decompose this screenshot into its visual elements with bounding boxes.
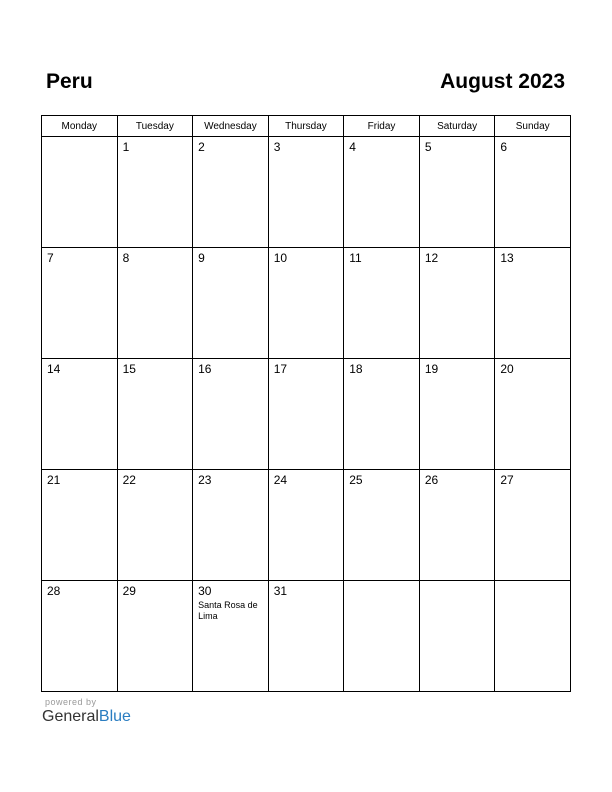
generalblue-logo[interactable] xyxy=(42,708,131,726)
day-cell xyxy=(117,137,193,248)
day-number: 4 xyxy=(349,140,356,154)
country-title: Peru xyxy=(46,70,93,93)
day-cell xyxy=(268,470,344,581)
day-number: 7 xyxy=(47,251,54,265)
day-number: 15 xyxy=(122,362,136,376)
weekday-friday: Friday xyxy=(344,116,420,137)
day-cell xyxy=(42,137,118,248)
week-row xyxy=(42,248,571,359)
day-cell xyxy=(193,137,269,248)
day-number: 11 xyxy=(349,251,362,265)
day-cell xyxy=(344,248,420,359)
logo-text-blue: Blue xyxy=(98,708,131,725)
day-cell xyxy=(495,248,571,359)
day-number: 2 xyxy=(198,140,205,154)
weekday-monday: Monday xyxy=(42,116,118,137)
day-cell xyxy=(495,581,571,692)
day-number: 1 xyxy=(122,140,130,154)
day-number: 5 xyxy=(424,140,432,154)
day-number: 30 xyxy=(198,584,212,598)
logo-text-general: General xyxy=(42,708,99,725)
week-row xyxy=(42,470,571,581)
day-cell xyxy=(42,359,118,470)
day-cell xyxy=(42,581,118,692)
day-number: 27 xyxy=(500,473,514,487)
day-cell xyxy=(344,137,420,248)
day-number: 9 xyxy=(198,251,205,265)
week-row xyxy=(42,137,571,248)
day-cell xyxy=(268,359,344,470)
day-cell xyxy=(193,359,269,470)
day-number: 25 xyxy=(349,473,363,487)
day-number: 18 xyxy=(349,362,363,376)
day-cell xyxy=(193,248,269,359)
day-cell xyxy=(268,581,344,692)
calendar-grid xyxy=(41,115,571,692)
day-cell xyxy=(117,248,193,359)
day-number: 20 xyxy=(500,362,514,376)
day-cell xyxy=(117,470,193,581)
day-cell xyxy=(419,470,495,581)
day-cell xyxy=(117,581,193,692)
day-cell xyxy=(344,359,420,470)
day-cell xyxy=(495,470,571,581)
day-number: 3 xyxy=(273,140,281,154)
day-cell xyxy=(193,581,269,692)
day-number: 8 xyxy=(122,251,130,265)
day-number: 28 xyxy=(47,584,61,598)
weekday-wednesday: Wednesday xyxy=(193,116,269,137)
week-row xyxy=(42,359,571,470)
weekday-saturday: Saturday xyxy=(419,116,495,137)
day-number: 24 xyxy=(273,473,288,487)
powered-by-text: powered by xyxy=(45,697,97,707)
day-number: 29 xyxy=(122,584,136,598)
day-cell xyxy=(495,137,571,248)
weekday-sunday: Sunday xyxy=(495,116,571,137)
weekday-tuesday: Tuesday xyxy=(117,116,193,137)
day-cell xyxy=(495,359,571,470)
day-cell xyxy=(419,137,495,248)
day-cell xyxy=(344,581,420,692)
day-number: 22 xyxy=(122,473,136,487)
day-cell xyxy=(344,470,420,581)
day-number: 21 xyxy=(47,473,61,487)
day-number: 6 xyxy=(500,140,508,154)
day-number: 31 xyxy=(273,584,288,598)
day-number: 10 xyxy=(273,251,288,265)
day-cell xyxy=(42,248,118,359)
day-cell xyxy=(117,359,193,470)
day-cell xyxy=(268,137,344,248)
day-number xyxy=(420,581,495,585)
day-cell xyxy=(193,470,269,581)
weekday-thursday: Thursday xyxy=(268,116,344,137)
day-cell xyxy=(42,470,118,581)
day-cell xyxy=(419,248,495,359)
day-cell xyxy=(419,359,495,470)
month-title: August 2023 xyxy=(440,70,565,93)
day-number: 23 xyxy=(198,473,212,487)
day-cell xyxy=(268,248,344,359)
week-row xyxy=(42,581,571,692)
day-number: 13 xyxy=(500,251,514,265)
day-number xyxy=(495,581,570,585)
day-cell xyxy=(419,581,495,692)
day-number: 14 xyxy=(47,362,61,376)
day-number: 26 xyxy=(424,473,439,487)
day-number xyxy=(42,137,117,141)
day-number: 19 xyxy=(424,362,439,376)
weekday-header-row xyxy=(42,116,571,137)
day-number: 16 xyxy=(198,362,212,376)
holiday-label: Santa Rosa de Lima xyxy=(198,600,258,621)
day-number xyxy=(344,581,419,585)
day-number: 12 xyxy=(424,251,439,265)
day-number: 17 xyxy=(273,362,288,376)
